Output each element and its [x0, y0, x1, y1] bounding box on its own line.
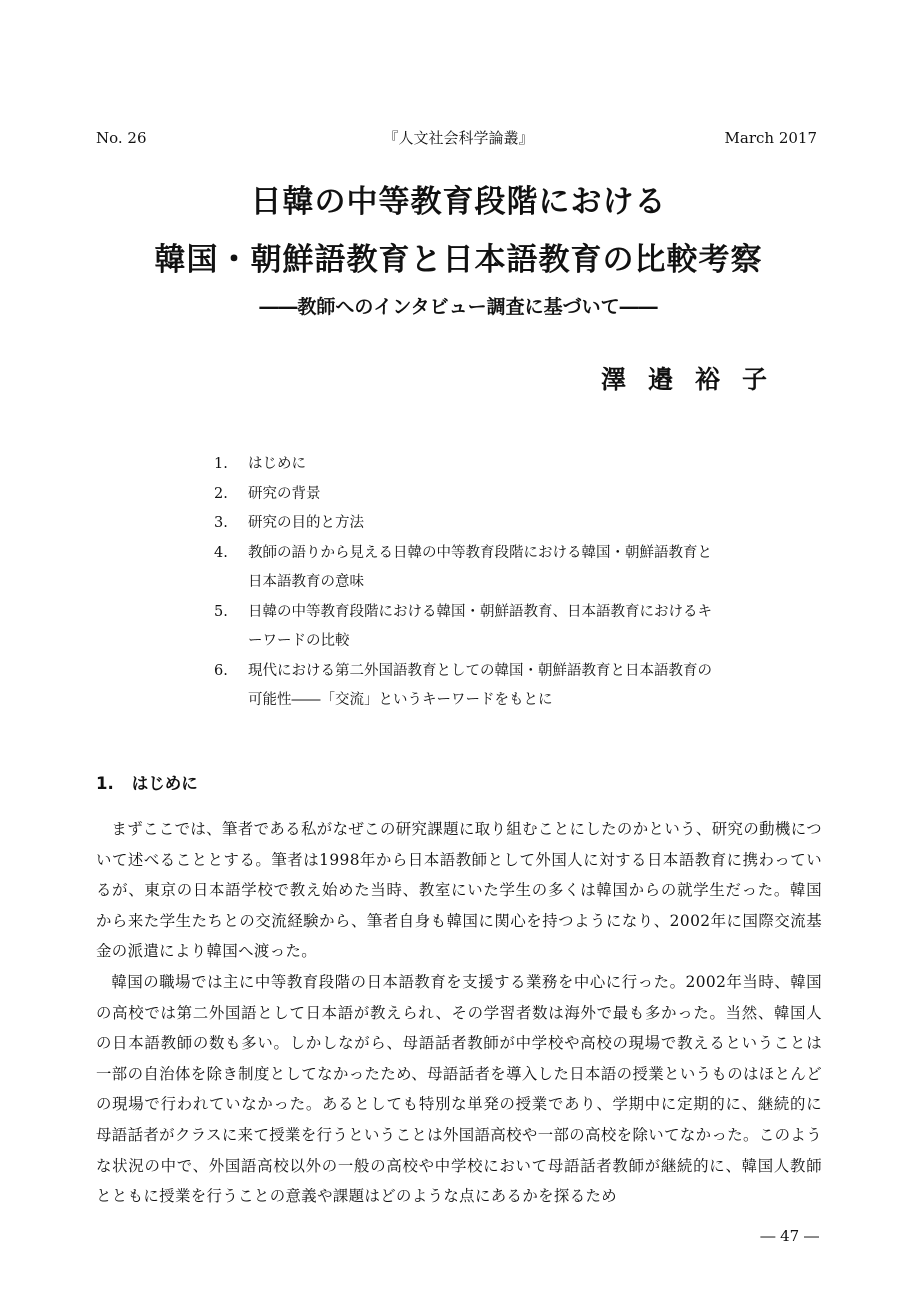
toc-number: 3.	[214, 515, 228, 531]
journal-issue: No. 26	[96, 129, 147, 147]
toc-number: 4.	[214, 544, 228, 561]
toc-text: 現代における第二外国語教育としての韓国・朝鮮語教育と日本語教育の可能性――「交流」というキーワードをもとに	[248, 662, 712, 708]
paper-title-line1: 日韓の中等教育段階における	[250, 184, 667, 220]
paper-subtitle: ――教師へのインタビュー調査に基づいて――	[259, 296, 658, 318]
body-paragraph: 韓国の職場では主に中等教育段階の日本語教育を支援する業務を中心に行った。2002年当時、韓国の高校では第二外国語として日本語が教えられ、その学習者数は海外で最も多かった。当然、韓国人の日本語教師の数も多い。しかしながら、母語話者教師が中学校や高校の現場で教えるということは一部の自治体を除き制度としてなかったため、母語話者を導入した日本語の授業というものはほとんどの現場で行われていなかった。あるとしても特別な単発の授業であり、学期中に定期的に、継続的に母語話者がクラスに来て授業を行うということは外国語高校や一部の高校を除いてなかった。このような状況の中で、外国語高校以外の一般の高校や中学校において母語話者教師が継続的に、韓国人教師とともに授業を行うことの意義や課題はどのような点にあるかを探るため	[96, 972, 822, 1206]
toc-text: 日韓の中等教育段階における韓国・朝鮮語教育、日本語教育におけるキーワードの比較	[248, 603, 712, 649]
toc-item	[214, 598, 714, 657]
section-body	[96, 814, 822, 1212]
journal-date: March 2017	[724, 129, 817, 147]
toc-item	[214, 480, 714, 510]
journal-name: 『人文社会科学論叢』	[383, 129, 534, 147]
toc-number: 1.	[214, 456, 228, 472]
toc-item	[214, 509, 714, 539]
body-paragraph: まずここでは、筆者である私がなぜこの研究課題に取り組むことにしたのかという、研究の動機について述べることとする。筆者は1998年から日本語教師として外国人に対する日本語教育に携わっているが、東京の日本語学校で教え始めた当時、教室にいた学生の多くは韓国からの就学生だった。韓国から来た学生たちとの交流経験から、筆者自身も韓国に関心を持つようになり、2002年に国際交流基金の派遣により韓国へ渡った。	[96, 820, 822, 961]
toc-text: 研究の背景	[248, 485, 321, 502]
toc-text: 教師の語りから見える日韓の中等教育段階における韓国・朝鮮語教育と日本語教育の意味	[248, 544, 712, 590]
toc-number: 6.	[214, 662, 228, 679]
page-number: ― 47 ―	[760, 1227, 819, 1245]
toc-text: 研究の目的と方法	[248, 515, 364, 531]
section-heading	[96, 770, 198, 794]
section-title: はじめに	[131, 774, 198, 793]
toc-item	[214, 450, 714, 480]
toc-item	[214, 657, 714, 716]
paper-title-line2: 韓国・朝鮮語教育と日本語教育の比較考察	[154, 242, 763, 278]
toc-number: 2.	[214, 485, 228, 502]
toc-text: はじめに	[248, 456, 306, 472]
author-name: 澤邉裕子	[600, 365, 789, 394]
toc-number: 5.	[214, 603, 228, 620]
toc-item	[214, 539, 714, 598]
section-number: 1.	[96, 774, 114, 793]
table-of-contents	[214, 450, 714, 716]
